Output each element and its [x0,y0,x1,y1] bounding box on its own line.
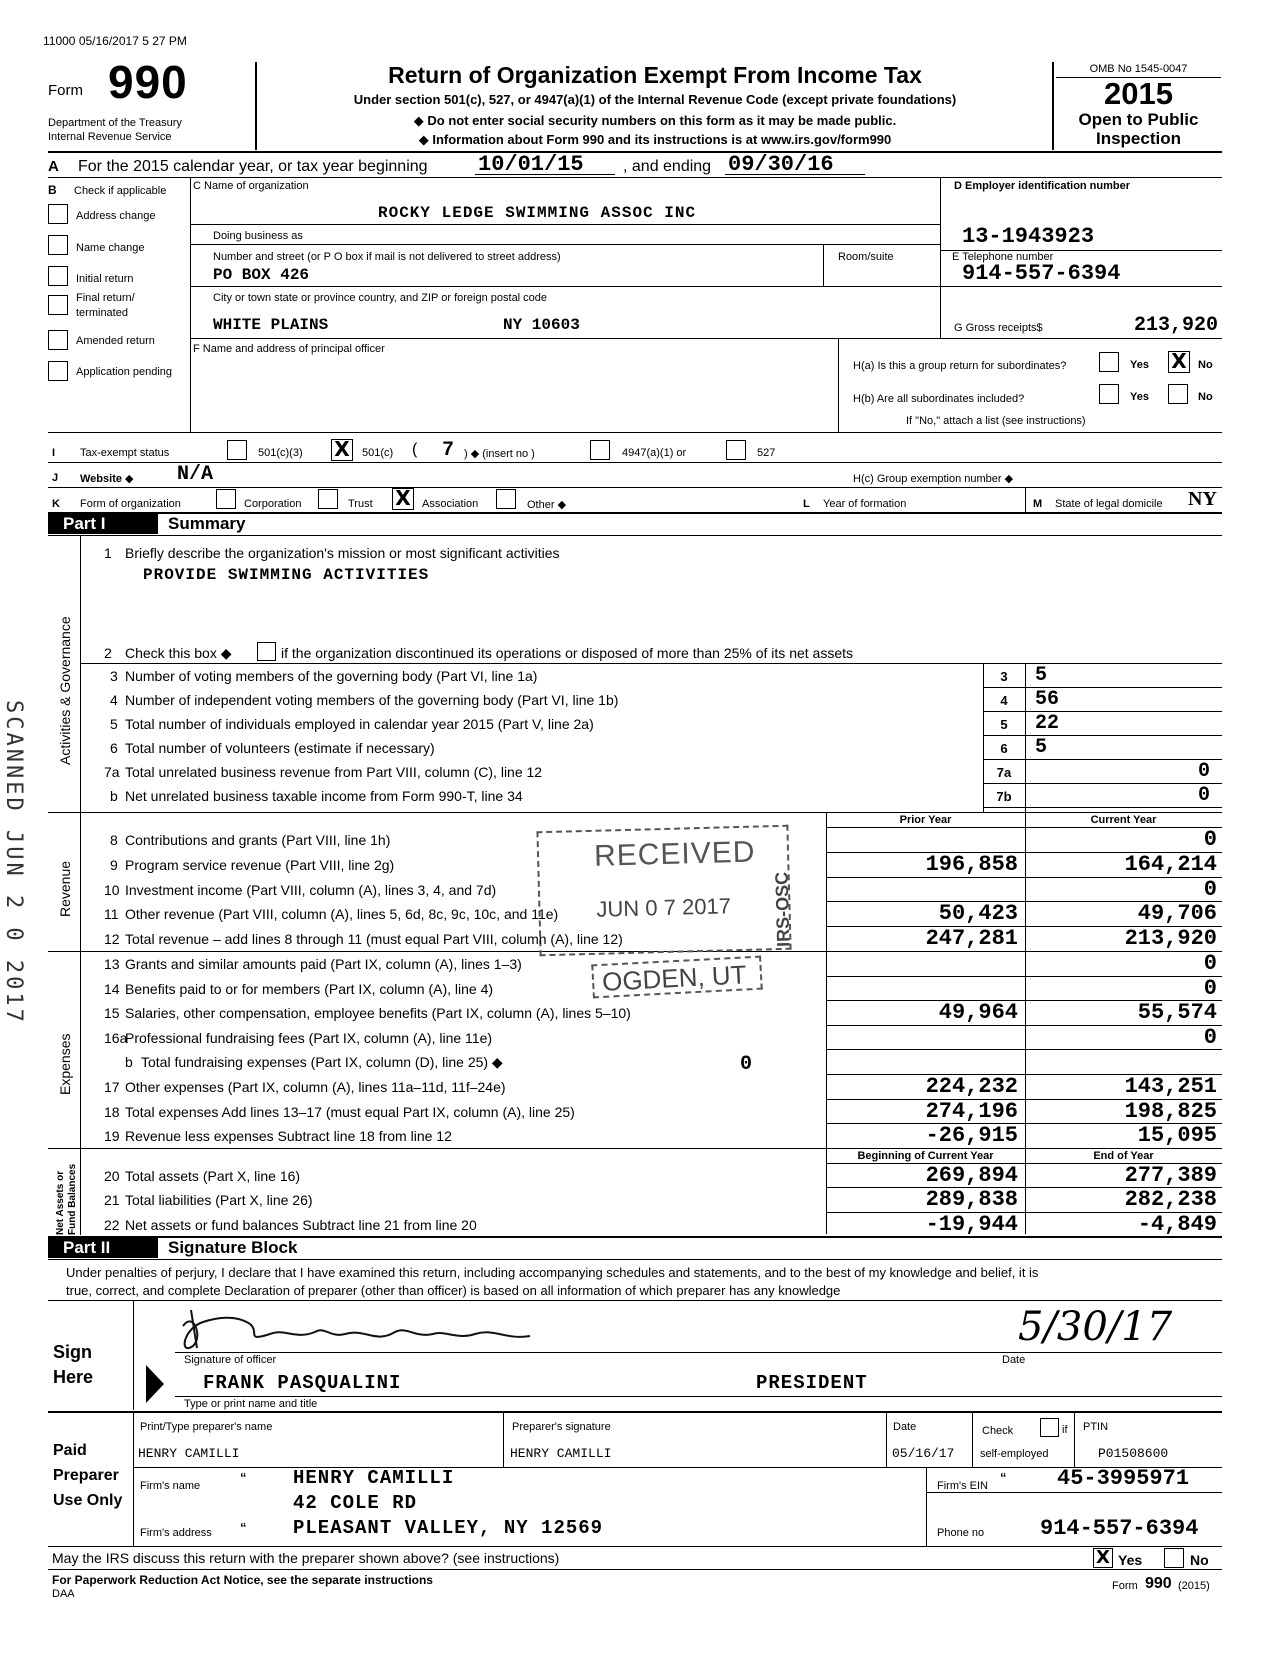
ha-yes-checkbox[interactable] [1099,352,1119,372]
stamp-received: RECEIVED [593,835,756,873]
officer-title: PRESIDENT [756,1372,868,1394]
association-checkbox[interactable]: X [392,488,414,510]
line-a-letter: A [48,158,59,175]
ssn-notice: ◆ Do not enter social security numbers on this form as it may be made public. [413,113,897,128]
side-expenses: Expenses [57,1033,73,1095]
expense-line-num: 18 [104,1103,120,1120]
gov-line-box: 7a [996,765,1012,780]
expense-line-text: Professional fundraising fees (Part IX, column (A), line 11e) [125,1029,493,1046]
association-label: Association [422,498,479,510]
part2-title: Signature Block [168,1238,298,1257]
501c3-checkbox[interactable] [227,440,247,460]
prep-name-label: Print/Type preparer's name [140,1421,273,1433]
info-notice: ◆ Information about Form 990 and its instructions is at www.irs.gov/form990 [418,132,892,147]
hb-yes-checkbox[interactable] [1099,384,1119,404]
tax-year-end: 09/30/16 [728,152,834,177]
address-change-label: Address change [76,210,156,222]
col-current-header: Current Year [1090,814,1157,826]
gov-line-box: 5 [1000,717,1008,732]
part1-label: Part I [48,514,158,534]
revenue-current-value: 213,920 [1124,926,1217,952]
revenue-current-value: 49,706 [1137,901,1217,927]
net-assets-current-value: 277,389 [1124,1163,1217,1188]
expense-line-text: Total fundraising expenses (Part IX, column (D), line 25) ◆ [141,1054,503,1071]
final-return-label: Final return/ [76,292,135,304]
gov-line-value: 0 [1197,760,1210,783]
domicile-value: NY [1188,488,1217,510]
expense-current-value: 0 [1203,951,1217,976]
tax-year-begin: 10/01/15 [478,152,584,177]
l2-text-b: if the organization discontinued its operations or disposed of more than 25% of its net assets [281,645,854,661]
gov-line-text: Number of independent voting members of the governing body (Part VI, line 1b) [125,692,619,708]
year-formation-label: Year of formation [823,498,907,510]
revenue-prior-value: 196,858 [925,851,1018,877]
self-employed-checkbox[interactable] [1040,1418,1059,1437]
ha-no-label: No [1198,359,1213,371]
gross-receipts-value: 213,920 [1133,314,1218,337]
self-employed-label: self-employed [980,1448,1049,1460]
prep-name: HENRY CAMILLI [138,1446,240,1461]
expense-current-value: 0 [1203,1024,1217,1050]
line-i-letter: I [52,447,56,459]
terminated-label: terminated [76,307,128,319]
line-l-letter: L [803,498,810,510]
expense-line-rule [826,1049,1222,1050]
stamp-irs: IRS-OSC [771,871,794,948]
name-change-label: Name change [76,242,145,254]
discuss-yes-checkbox[interactable]: X [1093,1548,1113,1568]
l1-num: 1 [104,545,112,561]
firm-name: HENRY CAMILLI [293,1467,455,1489]
org-city: WHITE PLAINS [213,316,329,334]
net-assets-prior-value: -19,944 [925,1211,1018,1237]
gov-line-box: 6 [1000,741,1008,756]
expense-current-value: 143,251 [1124,1074,1217,1099]
gov-line-rule [983,807,1222,808]
net-assets-line-num: 21 [104,1192,120,1209]
ha-yes-label: Yes [1130,359,1149,371]
501c-subsection: 7 [442,439,455,462]
net-assets-prior-value: 269,894 [925,1163,1018,1188]
initial-return-label: Initial return [76,273,134,285]
gov-line-value: 5 [1035,664,1048,687]
col-begin-header: Beginning of Current Year [857,1150,994,1162]
website-value: N/A [177,463,214,486]
other-checkbox[interactable] [496,489,516,509]
expense-line-num: 19 [104,1128,120,1145]
discontinued-checkbox[interactable] [257,642,276,661]
4947-checkbox[interactable] [590,440,610,460]
line-m-letter: M [1033,498,1043,510]
net-assets-line-num: 22 [104,1216,120,1233]
gov-line-box: 4 [1000,693,1008,708]
firm-address-quote: “ [240,1520,247,1535]
officer-signature [175,1304,545,1354]
expense-prior-value: 274,196 [925,1098,1018,1124]
dept-treasury: Department of the Treasury [48,117,182,129]
revenue-prior-value: 50,423 [938,901,1018,927]
domicile-label: State of legal domicile [1055,498,1163,510]
mission-text: PROVIDE SWIMMING ACTIVITIES [143,566,430,584]
city-label: City or town state or province country, and ZIP or foreign postal code [213,292,548,304]
expense-line-text: Benefits paid to or for members (Part IX, column (A), line 4) [125,980,494,997]
sig-date-label: Date [1002,1354,1026,1366]
firm-address-label: Firm's address [140,1527,212,1539]
perjury-line2: true, correct, and complete Declaration of preparer (other than officer) is based on all information of which preparer has any knowledge [66,1283,841,1298]
hb-note: If "No," attach a list (see instructions) [906,415,1086,427]
gov-line-value: 5 [1035,736,1048,759]
dept-irs: Internal Revenue Service [48,131,172,143]
paid-label: Paid [53,1442,87,1459]
part2-label: Part II [48,1238,158,1258]
gov-line-box: 3 [1000,669,1008,684]
revenue-line-text: Investment income (Part VIII, column (A), lines 3, 4, and 7d) [125,881,497,898]
gov-line-num: 3 [110,668,118,684]
527-label: 527 [757,447,776,459]
firm-ein-quote: “ [1000,1470,1007,1485]
officer-name: FRANK PASQUALINI [203,1372,402,1394]
net-assets-line-text: Net assets or fund balances Subtract line 21 from line 20 [125,1216,477,1233]
org-name-label: C Name of organization [193,180,309,192]
line-a-text: For the 2015 calendar year, or tax year beginning [78,158,428,175]
form-number: 990 [108,56,188,108]
ein-label: D Employer identification number [954,180,1131,192]
expense-line-num: b [125,1054,133,1071]
gov-line-num: 4 [110,692,118,708]
expense-line-num: 14 [104,980,120,997]
net-assets-line-text: Total liabilities (Part X, line 26) [125,1192,313,1209]
footer-form-year: (2015) [1178,1580,1210,1592]
hb-no-checkbox[interactable] [1168,384,1188,404]
dba-label: Doing business as [213,230,303,242]
l2-num: 2 [104,645,112,661]
prep-sig-label: Preparer's signature [512,1421,611,1433]
stamp-ogden: OGDEN, UT [601,959,748,997]
hc-label: H(c) Group exemption number ◆ [853,473,1014,485]
net-assets-current-value: -4,849 [1137,1211,1217,1237]
discuss-no-label: No [1190,1552,1209,1568]
form-label: Form [48,82,83,99]
initial-return-checkbox[interactable] [48,266,68,286]
expense-current-value: 55,574 [1137,1000,1217,1026]
room-label: Room/suite [838,251,894,263]
net-assets-current-value: 282,238 [1124,1187,1217,1213]
prep-date-label: Date [893,1421,917,1433]
footer-form-label: Form [1112,1580,1138,1592]
sign-label: Sign [53,1342,92,1362]
discuss-yes-label: Yes [1118,1552,1143,1568]
527-checkbox[interactable] [726,440,746,460]
final-return-checkbox[interactable] [48,295,68,315]
side-net1: Net Assets or [55,1170,66,1235]
expense-current-value: 15,095 [1137,1123,1217,1149]
application-pending-checkbox[interactable] [48,361,68,381]
expense-line-text: Total expenses Add lines 13–17 (must equal Part IX, column (A), line 25) [125,1103,575,1120]
expense-prior-value: 49,964 [938,1000,1018,1026]
expense-line-text: Other expenses (Part IX, column (A), lines 11a–11d, 11f–24e) [125,1079,506,1095]
firm-ein: 45-3995971 [1057,1466,1190,1491]
net-assets-prior-value: 289,838 [925,1187,1018,1213]
revenue-current-value: 0 [1203,827,1217,852]
omb-number: OMB No 1545-0047 [1089,63,1188,75]
preparer-label: Preparer [53,1467,119,1484]
prep-if-label: if [1062,1424,1068,1436]
here-label: Here [53,1367,94,1387]
telephone-label: E Telephone number [952,251,1054,263]
street-label: Number and street (or P O box if mail is not delivered to street address) [213,251,561,263]
gov-line-text: Total number of individuals employed in calendar year 2015 (Part V, line 2a) [125,716,594,732]
revenue-line-num: 8 [110,832,118,848]
prep-check-label: Check [982,1425,1014,1437]
website-label: Website ◆ [80,473,134,485]
col-prior-header: Prior Year [899,814,952,826]
sign-arrow-icon [146,1365,166,1403]
form-subtitle: Under section 501(c), 527, or 4947(a)(1) of the Internal Revenue Code (except private foundations) [353,92,957,107]
corporation-label: Corporation [244,498,302,510]
org-street: PO BOX 426 [213,266,310,284]
gov-line-value: 22 [1035,712,1060,735]
application-pending-label: Application pending [76,366,173,378]
expense-line-num: 17 [104,1079,120,1095]
side-net2: Fund Balances [67,1163,78,1235]
ptin-value: P01508600 [1098,1446,1169,1461]
tax-exempt-label: Tax-exempt status [80,447,170,459]
firm-address2: PLEASANT VALLEY, NY 12569 [293,1517,604,1539]
ptin-label: PTIN [1083,1421,1109,1433]
form-title: Return of Organization Exempt From Income Tax [388,62,922,88]
stamp-date: JUN 0 7 2017 [596,893,732,922]
4947-label: 4947(a)(1) or [622,447,687,459]
revenue-line-num: 12 [104,931,120,948]
daa-label: DAA [52,1588,75,1600]
gov-line-text: Total unrelated business revenue from Part VIII, column (C), line 12 [125,764,543,780]
margin-scan-stamp: SCANNED JUN 2 0 2017 [1,700,26,1025]
form-of-org-label: Form of organization [80,498,181,510]
l16b-value: 0 [740,1053,753,1076]
firm-ein-label: Firm's EIN [937,1480,988,1492]
gov-line-text: Number of voting members of the governing body (Part VI, line 1a) [125,668,538,684]
gov-line-text: Net unrelated business taxable income from Form 990-T, line 34 [125,788,523,804]
pra-notice: For Paperwork Reduction Act Notice, see the separate instructions [52,1573,433,1587]
check-applicable-label: Check if applicable [74,185,167,197]
corporation-checkbox[interactable] [216,489,236,509]
gov-line-num: 7a [104,764,120,780]
revenue-line-num: 10 [104,881,120,898]
revenue-prior-value: 247,281 [925,926,1018,952]
hb-label: H(b) Are all subordinates included? [853,393,1025,405]
expense-line-num: 13 [104,956,120,972]
revenue-line-text: Program service revenue (Part VIII, line 2g) [125,856,395,873]
org-state-zip: NY 10603 [503,316,580,334]
inspection: Inspection [1095,129,1181,148]
expense-line-text: Revenue less expenses Subtract line 18 from line 12 [125,1128,452,1145]
revenue-line-num: 11 [104,906,119,923]
firm-name-quote: “ [240,1470,247,1485]
revenue-current-value: 0 [1203,876,1217,902]
line-j-letter: J [52,472,59,484]
gov-line-value: 0 [1197,784,1210,807]
open-public: Open to Public [1078,110,1199,129]
501c-checkbox[interactable]: X [331,439,353,461]
amended-return-checkbox[interactable] [48,330,68,350]
gov-bottom-rule [48,812,1222,813]
hb-no-label: No [1198,391,1213,403]
gov-line-rule [983,735,1222,736]
scan-timestamp: 11000 05/16/2017 5 27 PM [43,34,187,48]
expense-line-rule [826,1148,1222,1149]
name-change-checkbox[interactable] [48,235,68,255]
expense-current-value: 198,825 [1124,1098,1217,1124]
phone-label: Phone no [937,1527,985,1539]
gov-line-rule [983,711,1222,712]
col-end-header: End of Year [1093,1150,1154,1162]
address-change-checkbox[interactable] [48,204,68,224]
gov-line-value: 56 [1035,688,1060,711]
revenue-line-text: Contributions and grants (Part VIII, line 1h) [125,832,391,848]
side-gov: Activities & Governance [57,616,73,765]
firm-address1: 42 COLE RD [293,1492,418,1514]
insert-label: ) ◆ (insert no ) [464,448,535,460]
footer-form-number: 990 [1145,1575,1172,1592]
hb-yes-label: Yes [1130,391,1149,403]
expense-line-text: Grants and similar amounts paid (Part IX, column (A), lines 1–3) [125,956,522,972]
firm-phone: 914-557-6394 [1040,1516,1199,1541]
tax-year: 2015 [1104,76,1173,111]
discuss-question: May the IRS discuss this return with the preparer shown above? (see instructions) [52,1550,560,1566]
net-assets-line-rule [826,1236,1222,1237]
expense-line-text: Salaries, other compensation, employee benefits (Part IX, column (A), lines 5–10) [125,1005,631,1022]
revenue-current-value: 164,214 [1124,851,1217,877]
expense-line-num: 15 [104,1005,120,1022]
revenue-line-text: Total revenue – add lines 8 through 11 (must equal Part VIII, column (A), line 12) [125,931,623,948]
gov-line-num: b [110,788,118,804]
prep-signature: HENRY CAMILLI [510,1446,612,1461]
revenue-line-text: Other revenue (Part VIII, column (A), lines 5, 6d, 8c, 9c, 10c, and 11e) [125,906,559,923]
sig-officer-label: Signature of officer [184,1354,277,1366]
use-only-label: Use Only [53,1492,123,1509]
discuss-no-checkbox[interactable] [1164,1548,1184,1568]
trust-label: Trust [348,498,373,510]
net-assets-line-num: 20 [104,1168,120,1184]
expense-line-num: 16a [104,1029,128,1046]
org-name: ROCKY LEDGE SWIMMING ASSOC INC [378,204,697,222]
perjury-line1: Under penalties of perjury, I declare that I have examined this return, including accompanying schedules and statements, and to the best of my knowledge and belief, it is [66,1265,1039,1280]
side-revenue: Revenue [57,860,73,917]
gross-receipts-label: G Gross receipts$ [954,322,1043,334]
ein-value: 13-1943923 [962,224,1095,249]
trust-checkbox[interactable] [318,489,338,509]
ha-label: H(a) Is this a group return for subordinates? [853,360,1067,372]
gov-line-num: 6 [110,740,118,756]
other-label: Other ◆ [527,499,567,511]
l2-text-a: Check this box ◆ [125,645,232,661]
net-assets-line-text: Total assets (Part X, line 16) [125,1168,301,1184]
gov-line-rule [983,687,1222,688]
gov-line-num: 5 [110,716,118,732]
signed-date: 5/30/17 [1018,1304,1173,1350]
l1-text: Briefly describe the organization's mission or most significant activities [125,545,560,561]
gov-line-box: 7b [996,789,1012,804]
section-b-letter: B [48,183,57,197]
expense-prior-value: 224,232 [925,1074,1018,1099]
expense-prior-value: -26,915 [925,1123,1018,1149]
line-a-ending: , and ending [623,158,712,175]
revenue-line-num: 9 [110,856,118,873]
ogden-stamp [591,956,763,999]
gov-line-text: Total number of volunteers (estimate if necessary) [125,740,435,756]
principal-officer-label: F Name and address of principal officer [193,343,385,355]
open-paren: ( [412,441,418,458]
ha-no-checkbox[interactable]: X [1168,351,1190,373]
prep-date: 05/16/17 [892,1446,955,1461]
expense-current-value: 0 [1203,975,1217,1001]
501c-label: 501(c) [362,447,394,459]
501c3-label: 501(c)(3) [258,447,303,459]
firm-name-label: Firm's name [140,1480,201,1492]
type-name-label: Type or print name and title [184,1398,318,1410]
part1-title: Summary [168,514,246,533]
telephone-value: 914-557-6394 [962,261,1121,286]
amended-return-label: Amended return [76,335,155,347]
line-k-letter: K [52,498,60,510]
